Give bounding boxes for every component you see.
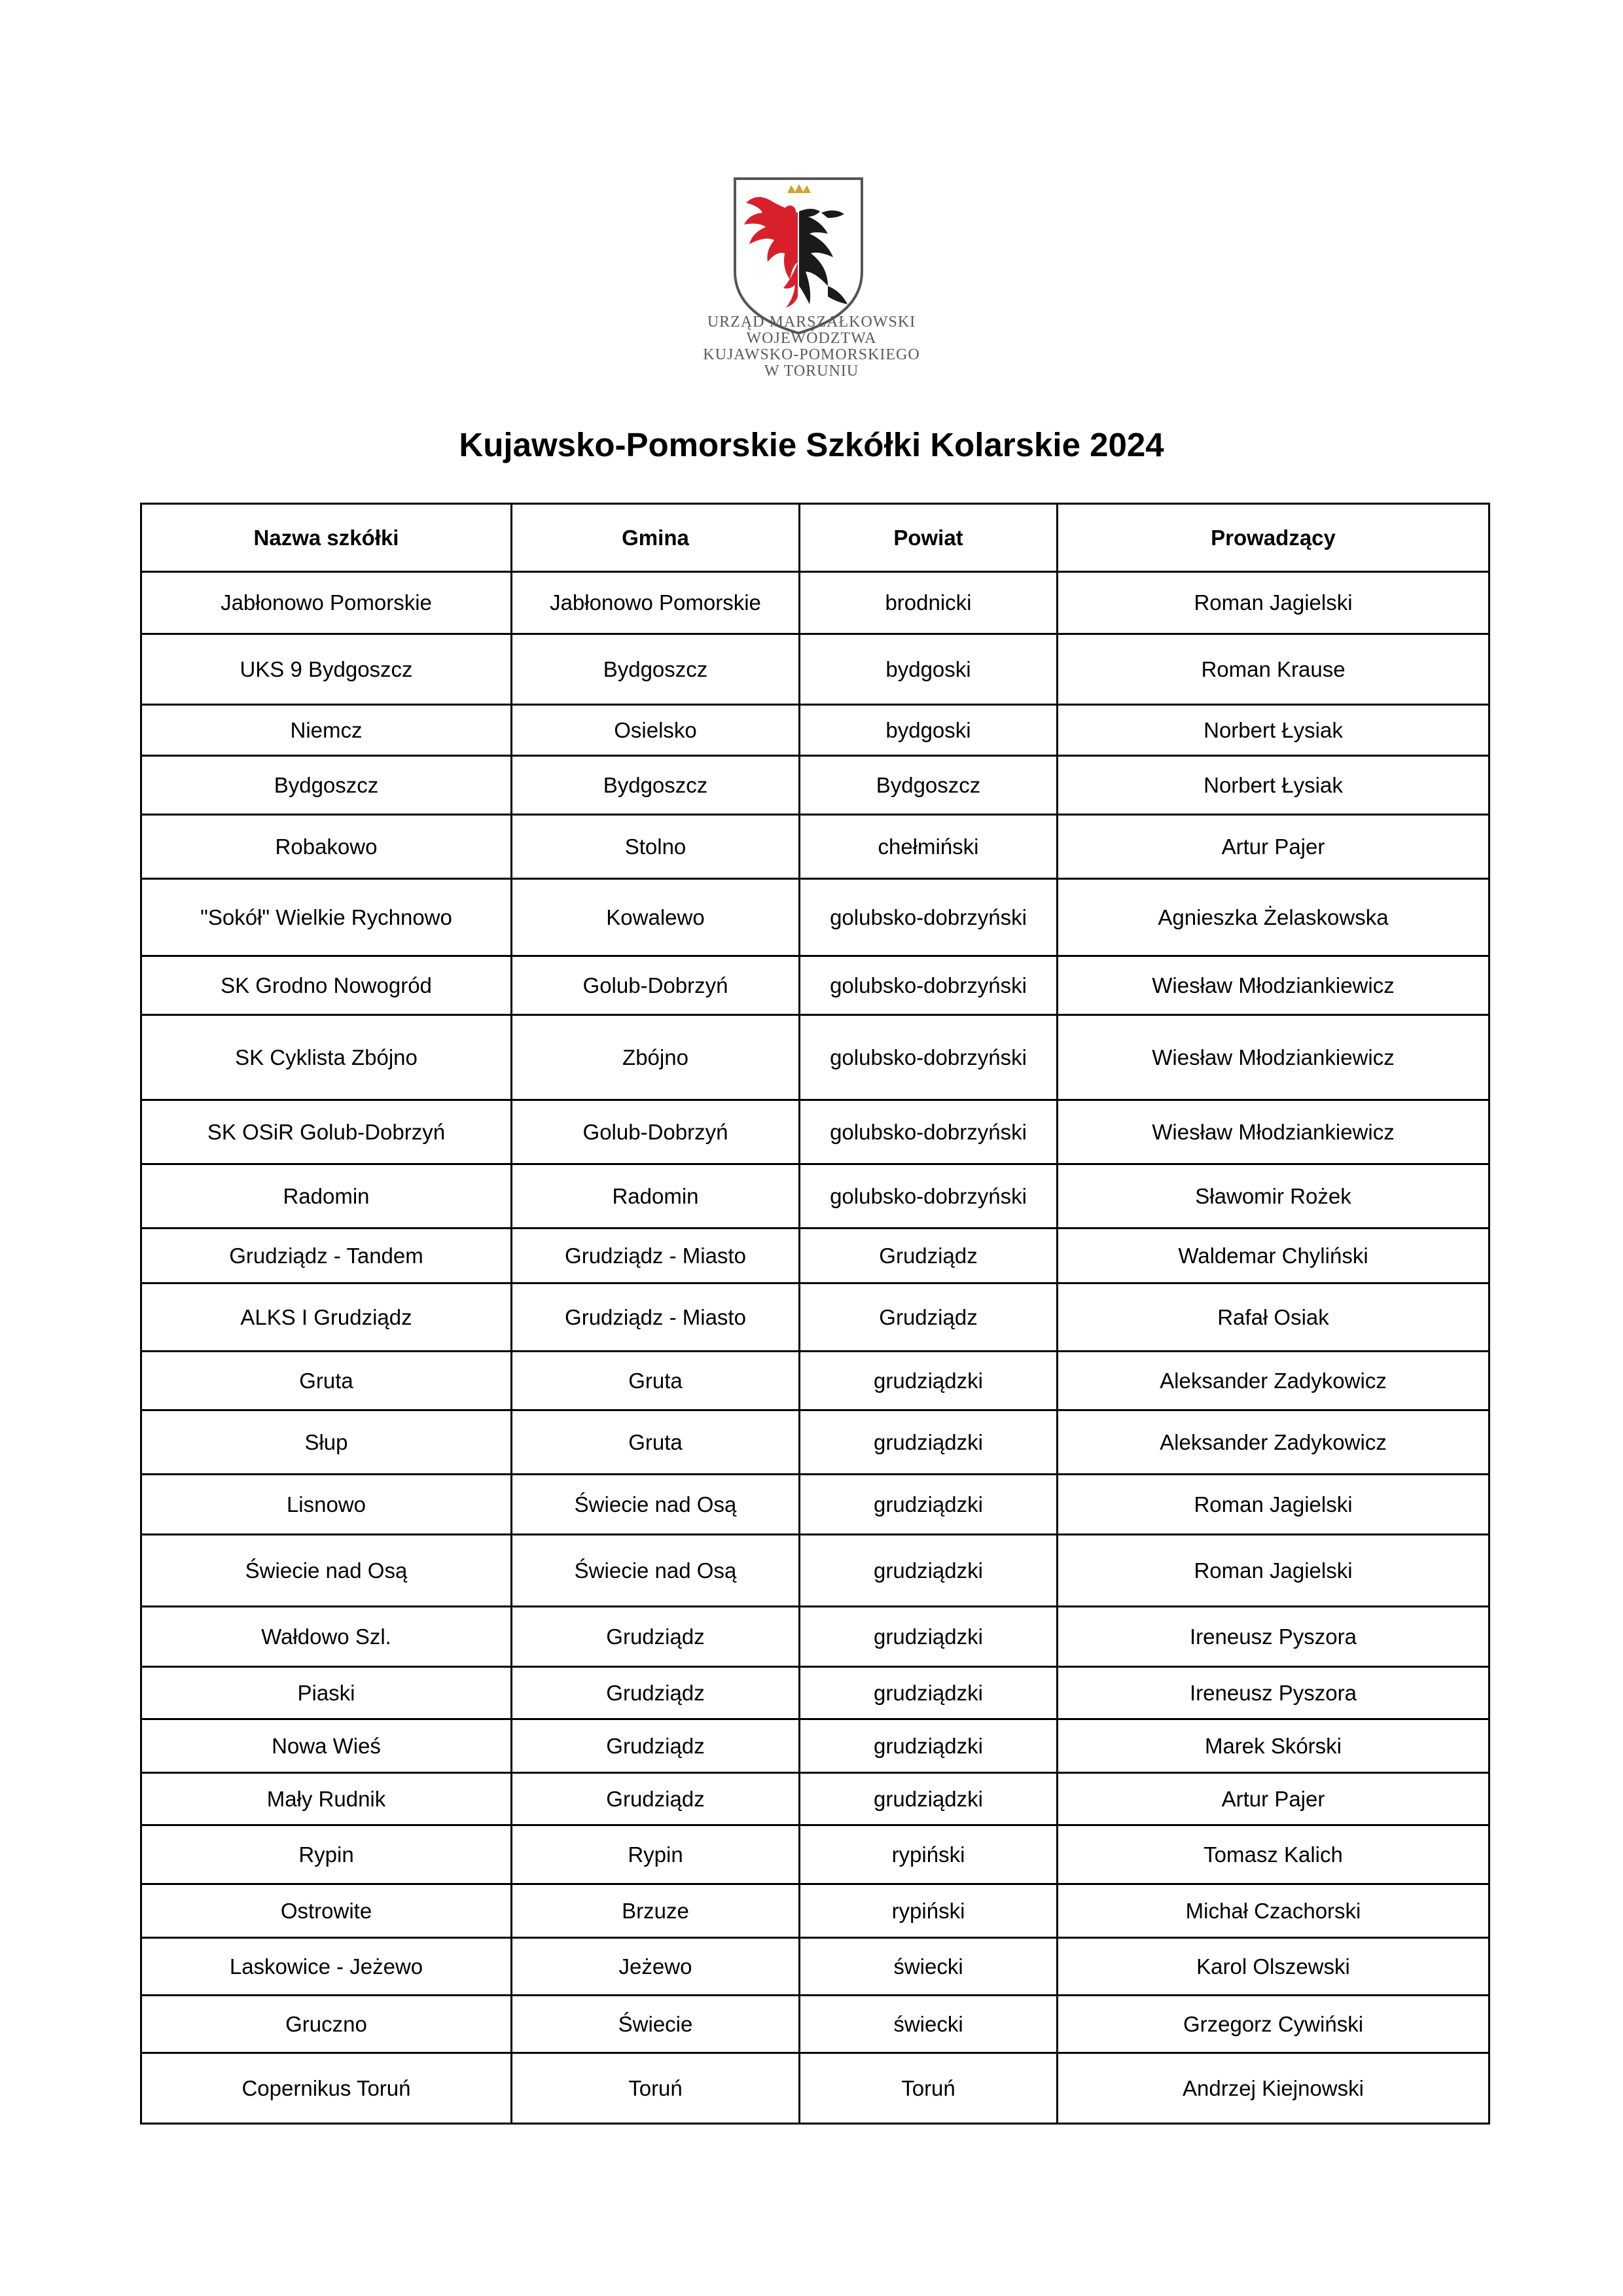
table-row: [141, 1410, 1489, 1475]
table-cell: Jabłonowo Pomorskie: [512, 572, 800, 634]
table-cell: golubsko-dobrzyński: [800, 1164, 1058, 1229]
table-row: [141, 956, 1489, 1015]
table-cell: Radomin: [141, 1164, 512, 1229]
table-cell: Toruń: [800, 2053, 1058, 2124]
table-row: [141, 1825, 1489, 1884]
table-row: [141, 1773, 1489, 1825]
schools-table: [140, 503, 1490, 2125]
table-cell: rypiński: [800, 1884, 1058, 1938]
column-header: Nazwa szkółki: [141, 504, 512, 572]
table-cell: Słup: [141, 1410, 512, 1475]
table-cell: grudziądzki: [800, 1352, 1058, 1410]
table-cell: Grudziądz - Miasto: [512, 1283, 800, 1352]
table-cell: grudziądzki: [800, 1773, 1058, 1825]
table-cell: SK Grodno Nowogród: [141, 956, 512, 1015]
table-cell: Golub-Dobrzyń: [512, 956, 800, 1015]
table-cell: golubsko-dobrzyński: [800, 956, 1058, 1015]
table-cell: Bydgoszcz: [512, 756, 800, 815]
table-row: [141, 1229, 1489, 1283]
table-cell: Andrzej Kiejnowski: [1058, 2053, 1489, 2124]
table-cell: ALKS I Grudziądz: [141, 1283, 512, 1352]
table-cell: grudziądzki: [800, 1410, 1058, 1475]
table-row: [141, 1100, 1489, 1164]
table-cell: bydgoski: [800, 705, 1058, 756]
table-cell: Bydgoszcz: [141, 756, 512, 815]
column-header: Powiat: [800, 504, 1058, 572]
table-row: [141, 1164, 1489, 1229]
table-cell: Grudziądz - Miasto: [512, 1229, 800, 1283]
table-cell: Aleksander Zadykowicz: [1058, 1410, 1489, 1475]
table-header-row: [141, 504, 1489, 572]
table-cell: Lisnowo: [141, 1475, 512, 1535]
table-cell: Rafał Osiak: [1058, 1283, 1489, 1352]
table-row: [141, 1996, 1489, 2053]
table-cell: Osielsko: [512, 705, 800, 756]
table-cell: Gruta: [512, 1352, 800, 1410]
column-header: Prowadzący: [1058, 504, 1489, 572]
table-cell: Waldemar Chyliński: [1058, 1229, 1489, 1283]
table-cell: Michał Czachorski: [1058, 1884, 1489, 1938]
table-cell: Artur Pajer: [1058, 815, 1489, 879]
table-cell: Aleksander Zadykowicz: [1058, 1352, 1489, 1410]
table-cell: Gruczno: [141, 1996, 512, 2053]
table-row: [141, 572, 1489, 634]
table-cell: rypiński: [800, 1825, 1058, 1884]
table-cell: SK Cyklista Zbójno: [141, 1015, 512, 1100]
table-cell: Ireneusz Pyszora: [1058, 1667, 1489, 1719]
table-cell: Świecie nad Osą: [512, 1535, 800, 1607]
table-cell: grudziądzki: [800, 1719, 1058, 1773]
table-cell: Wałdowo Szl.: [141, 1607, 512, 1667]
table-row: [141, 879, 1489, 956]
table-cell: golubsko-dobrzyński: [800, 1100, 1058, 1164]
table-cell: SK OSiR Golub-Dobrzyń: [141, 1100, 512, 1164]
table-cell: Grudziądz: [512, 1719, 800, 1773]
table-cell: Wiesław Młodziankiewicz: [1058, 1015, 1489, 1100]
office-name-line: KUJAWSKO-POMORSKIEGO: [703, 346, 920, 363]
table-cell: golubsko-dobrzyński: [800, 879, 1058, 956]
table-cell: Marek Skórski: [1058, 1719, 1489, 1773]
table-row: [141, 1667, 1489, 1719]
table-row: [141, 1283, 1489, 1352]
table-cell: świecki: [800, 1996, 1058, 2053]
table-cell: Wiesław Młodziankiewicz: [1058, 1100, 1489, 1164]
table-cell: Niemcz: [141, 705, 512, 756]
table-cell: Świecie nad Osą: [512, 1475, 800, 1535]
table-cell: Radomin: [512, 1164, 800, 1229]
table-row: [141, 1938, 1489, 1996]
table-row: [141, 1475, 1489, 1535]
table-cell: Tomasz Kalich: [1058, 1825, 1489, 1884]
table-cell: Laskowice - Jeżewo: [141, 1938, 512, 1996]
table-cell: brodnicki: [800, 572, 1058, 634]
table-cell: UKS 9 Bydgoszcz: [141, 634, 512, 705]
table-row: [141, 815, 1489, 879]
table-cell: grudziądzki: [800, 1535, 1058, 1607]
table-cell: Grzegorz Cywiński: [1058, 1996, 1489, 2053]
table-cell: "Sokół" Wielkie Rychnowo: [141, 879, 512, 956]
table-cell: Jabłonowo Pomorskie: [141, 572, 512, 634]
table-cell: Ostrowite: [141, 1884, 512, 1938]
table-cell: Mały Rudnik: [141, 1773, 512, 1825]
office-logo: [654, 154, 969, 403]
table-cell: Grudziądz: [512, 1607, 800, 1667]
table-cell: Zbójno: [512, 1015, 800, 1100]
table-row: [141, 705, 1489, 756]
table-cell: Toruń: [512, 2053, 800, 2124]
table-row: [141, 1015, 1489, 1100]
table-cell: Grudziądz - Tandem: [141, 1229, 512, 1283]
table-cell: Gruta: [141, 1352, 512, 1410]
table-cell: Kowalewo: [512, 879, 800, 956]
table-cell: Świecie nad Osą: [141, 1535, 512, 1607]
table-row: [141, 1352, 1489, 1410]
table-cell: Karol Olszewski: [1058, 1938, 1489, 1996]
table-cell: Świecie: [512, 1996, 800, 2053]
table-row: [141, 634, 1489, 705]
table-cell: Copernikus Toruń: [141, 2053, 512, 2124]
table-body: [141, 572, 1489, 2124]
table-cell: Rypin: [512, 1825, 800, 1884]
table-cell: Sławomir Rożek: [1058, 1164, 1489, 1229]
table-cell: bydgoski: [800, 634, 1058, 705]
table-cell: Roman Jagielski: [1058, 1475, 1489, 1535]
table-cell: Agnieszka Żelaskowska: [1058, 879, 1489, 956]
table-cell: Gruta: [512, 1410, 800, 1475]
table-cell: Jeżewo: [512, 1938, 800, 1996]
table-row: [141, 1535, 1489, 1607]
table-row: [141, 1607, 1489, 1667]
table-cell: Roman Jagielski: [1058, 572, 1489, 634]
table-cell: Grudziądz: [800, 1229, 1058, 1283]
table-cell: Robakowo: [141, 815, 512, 879]
table-cell: Bydgoszcz: [800, 756, 1058, 815]
office-name: [654, 314, 969, 380]
document-title: Kujawsko-Pomorskie Szkółki Kolarskie 2024: [459, 426, 1164, 463]
table-cell: grudziądzki: [800, 1667, 1058, 1719]
table-cell: Grudziądz: [512, 1667, 800, 1719]
table-cell: Ireneusz Pyszora: [1058, 1607, 1489, 1667]
table-row: [141, 2053, 1489, 2124]
column-header: Gmina: [512, 504, 800, 572]
office-name-line: W TORUNIU: [764, 363, 859, 380]
table-cell: Norbert Łysiak: [1058, 756, 1489, 815]
table-cell: Stolno: [512, 815, 800, 879]
table-cell: Nowa Wieś: [141, 1719, 512, 1773]
office-name-line: URZĄD MARSZAŁKOWSKI: [707, 314, 916, 331]
table-cell: Roman Jagielski: [1058, 1535, 1489, 1607]
table-row: [141, 1719, 1489, 1773]
table-cell: golubsko-dobrzyński: [800, 1015, 1058, 1100]
table-cell: świecki: [800, 1938, 1058, 1996]
table-cell: Artur Pajer: [1058, 1773, 1489, 1825]
table-cell: Rypin: [141, 1825, 512, 1884]
table-cell: Grudziądz: [512, 1773, 800, 1825]
coat-of-arms-icon: [730, 173, 867, 337]
table-row: [141, 1884, 1489, 1938]
table-cell: Brzuze: [512, 1884, 800, 1938]
table-cell: Bydgoszcz: [512, 634, 800, 705]
table-cell: Golub-Dobrzyń: [512, 1100, 800, 1164]
table-cell: grudziądzki: [800, 1475, 1058, 1535]
table-cell: Roman Krause: [1058, 634, 1489, 705]
office-name-line: WOJEWÓDZTWA: [746, 330, 877, 347]
table-cell: Wiesław Młodziankiewicz: [1058, 956, 1489, 1015]
table-cell: Grudziądz: [800, 1283, 1058, 1352]
table-cell: Piaski: [141, 1667, 512, 1719]
table-cell: grudziądzki: [800, 1607, 1058, 1667]
table-row: [141, 756, 1489, 815]
table-cell: Norbert Łysiak: [1058, 705, 1489, 756]
table-cell: chełmiński: [800, 815, 1058, 879]
